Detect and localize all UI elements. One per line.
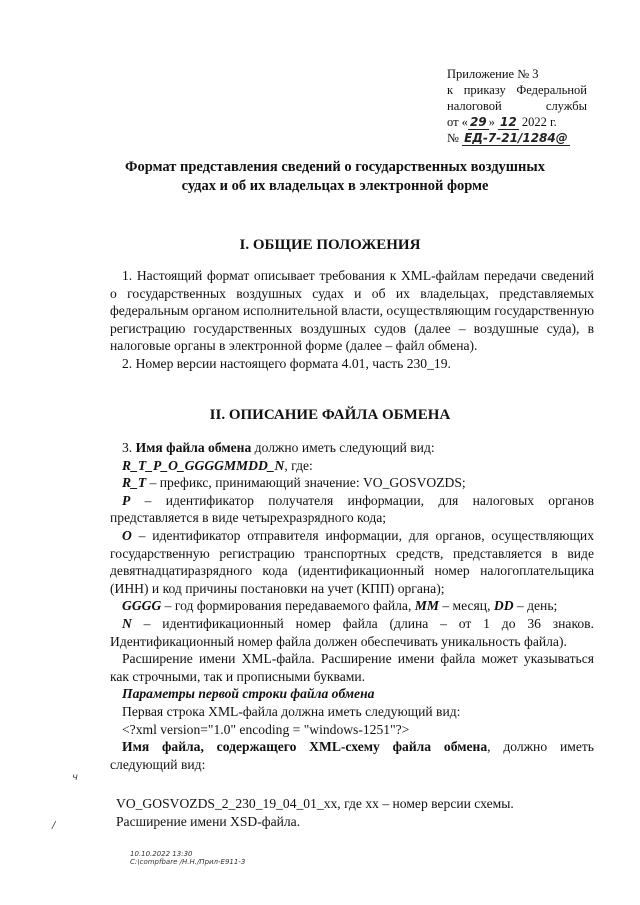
- file-name-pattern: R_T_P_O_GGGGMMDD_N, где:: [122, 457, 313, 473]
- document-title: Формат представления сведений о государственных воздушных судах и об их владельцах в электронной форме: [125, 159, 545, 194]
- params-heading: Параметры первой строки файла обмена: [122, 686, 375, 702]
- extension-paragraph: Расширение имени XML-файла. Расширение имени файла может указываться как строчными, так и прописными буквами.: [110, 651, 594, 684]
- appendix-date: от « 29 » 12 2022 г.: [447, 115, 557, 129]
- handwritten-day: 29: [469, 115, 487, 129]
- schema-paragraph: Имя файла, содержащего XML-схему файла обмена, должно иметь следующий вид:: [110, 739, 594, 772]
- appendix-number: № ЕД-7-21/1284@: [447, 131, 568, 145]
- def-p: P – идентификатор получателя информации, для налоговых органов представляется в виде четырехразрядного кода;: [110, 492, 594, 526]
- section-1-body: [110, 267, 594, 373]
- section-2-title: II. ОПИСАНИЕ ФАЙЛА ОБМЕНА: [209, 407, 451, 423]
- paragraph-1: 1. Настоящий формат описывает требования к XML-файлам передачи сведений о государственных воздушных судах и об их владельцах, представляемых федеральным органом исполнительной власти, осуществляющим государственную регистрацию государственных воздушных судов (далее – воздушные суда), в налоговые органы в электронной форме (далее – файл обмена).: [110, 268, 594, 354]
- def-gggg: GGGG – год формирования передаваемого файла, MM – месяц, DD – день;: [122, 598, 558, 614]
- print-stamp: 10.10.2022 13:30 C:\compfbare /Н.Н./Прил-Е911-3: [130, 850, 246, 866]
- def-rt: R_T – префикс, принимающий значение: VO_GOSVOZDS;: [122, 475, 466, 491]
- handwritten-order-number: ЕД-7-21/1284@: [464, 131, 568, 145]
- appendix-line-2: к приказу Федеральной: [447, 83, 587, 97]
- margin-mark: /: [52, 820, 56, 831]
- appendix-block: [447, 66, 587, 146]
- xml-declaration: <?xml version="1.0" encoding = "windows-1251"?>: [122, 721, 410, 737]
- def-o: O – идентификатор отправителя информации, для органов, осуществляющих государственную регистрацию транспортных средств, представляется в виде девятнадцатиразрядного кода (идентификационный номер налогоплательщика (ИНН) и код причины постановки на учет (КПП) органа);: [110, 527, 594, 596]
- section-1-title: I. ОБЩИЕ ПОЛОЖЕНИЯ: [239, 237, 421, 253]
- schema-details: [116, 795, 586, 830]
- schema-file-name: VO_GOSVOZDS_2_230_19_04_01_xx, где хх – номер версии схемы.: [116, 796, 514, 811]
- paragraph-3: 3. Имя файла обмена должно иметь следующий вид:: [122, 440, 435, 455]
- xsd-extension: Расширение имени XSD-файла.: [116, 813, 301, 829]
- paragraph-2: 2. Номер версии настоящего формата 4.01, часть 230_19.: [122, 355, 451, 371]
- first-line-paragraph: Первая строка XML-файла должна иметь следующий вид:: [122, 703, 461, 719]
- margin-mark: ч: [72, 772, 78, 783]
- section-2-body: [110, 439, 594, 773]
- handwritten-month: 12: [500, 115, 517, 129]
- def-n: N – идентификационный номер файла (длина – от 1 до 36 знаков. Идентификационный номер файла должен обеспечивать уникальность файла).: [110, 615, 594, 649]
- appendix-line-3: налоговой службы: [447, 99, 587, 113]
- appendix-line-1: Приложение № 3: [447, 67, 539, 81]
